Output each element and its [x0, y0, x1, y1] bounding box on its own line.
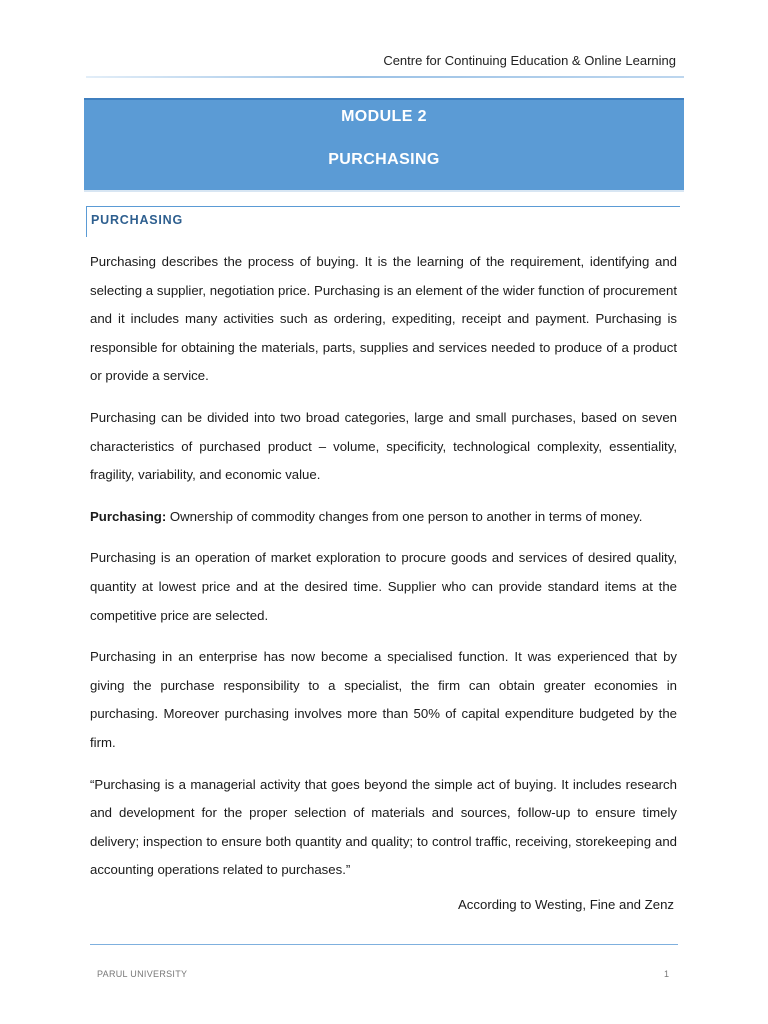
section-heading-box: [86, 206, 680, 237]
definition-text: Ownership of commodity changes from one person to another in terms of money.: [166, 508, 643, 524]
page-number: 1: [663, 969, 669, 979]
module-banner: [84, 98, 684, 192]
module-number: MODULE 2: [341, 108, 427, 125]
paragraph-4: Purchasing is an operation of market exploration to procure goods and services of desired quality, quantity at lowest price and at the desired time. Supplier who can provide standard items at the competitive price are selected.: [90, 550, 677, 623]
section-heading: PURCHASING: [91, 213, 184, 227]
paragraph-6-quote: “Purchasing is a managerial activity that goes beyond the simple act of buying. It includes research and development for the proper selection of materials and sources, follow-up to ensure timely delivery; inspection to ensure both quantity and quality; to control traffic, receiving, storekeeping and accounting operations related to purchases.”: [90, 776, 677, 878]
paragraph-3: [90, 503, 677, 532]
header-divider: [86, 76, 684, 78]
footer-divider: [90, 944, 678, 945]
definition-label: Purchasing:: [90, 508, 167, 524]
paragraph-2: Purchasing can be divided into two broad categories, large and small purchases, based on seven characteristics of purchased product – volume, specificity, technological complexity, essentiality, fragility, variability, and economic value.: [90, 409, 677, 483]
module-title: PURCHASING: [328, 151, 440, 168]
page-header: Centre for Continuing Education & Online Learning: [383, 53, 676, 68]
paragraph-1: Purchasing describes the process of buying. It is the learning of the requirement, identifying and selecting a supplier, negotiation price. Purchasing is an element of the wider function of procurement and it includes many activities such as ordering, expediting, receipt and payment. Purchasing is responsible for obtaining the materials, parts, supplies and services needed to produce of a product or provide a service.: [90, 254, 677, 384]
footer-university: PARUL UNIVERSITY: [97, 969, 188, 979]
quote-attribution: According to Westing, Fine and Zenz: [458, 897, 674, 912]
paragraph-5: Purchasing in an enterprise has now become a specialised function. It was experienced that by giving the purchase responsibility to a specialist, the firm can obtain greater economies in purchasing. Moreover purchasing involves more than 50% of capital expenditure budgeted by the firm.: [90, 649, 677, 750]
document-body: [90, 248, 677, 898]
